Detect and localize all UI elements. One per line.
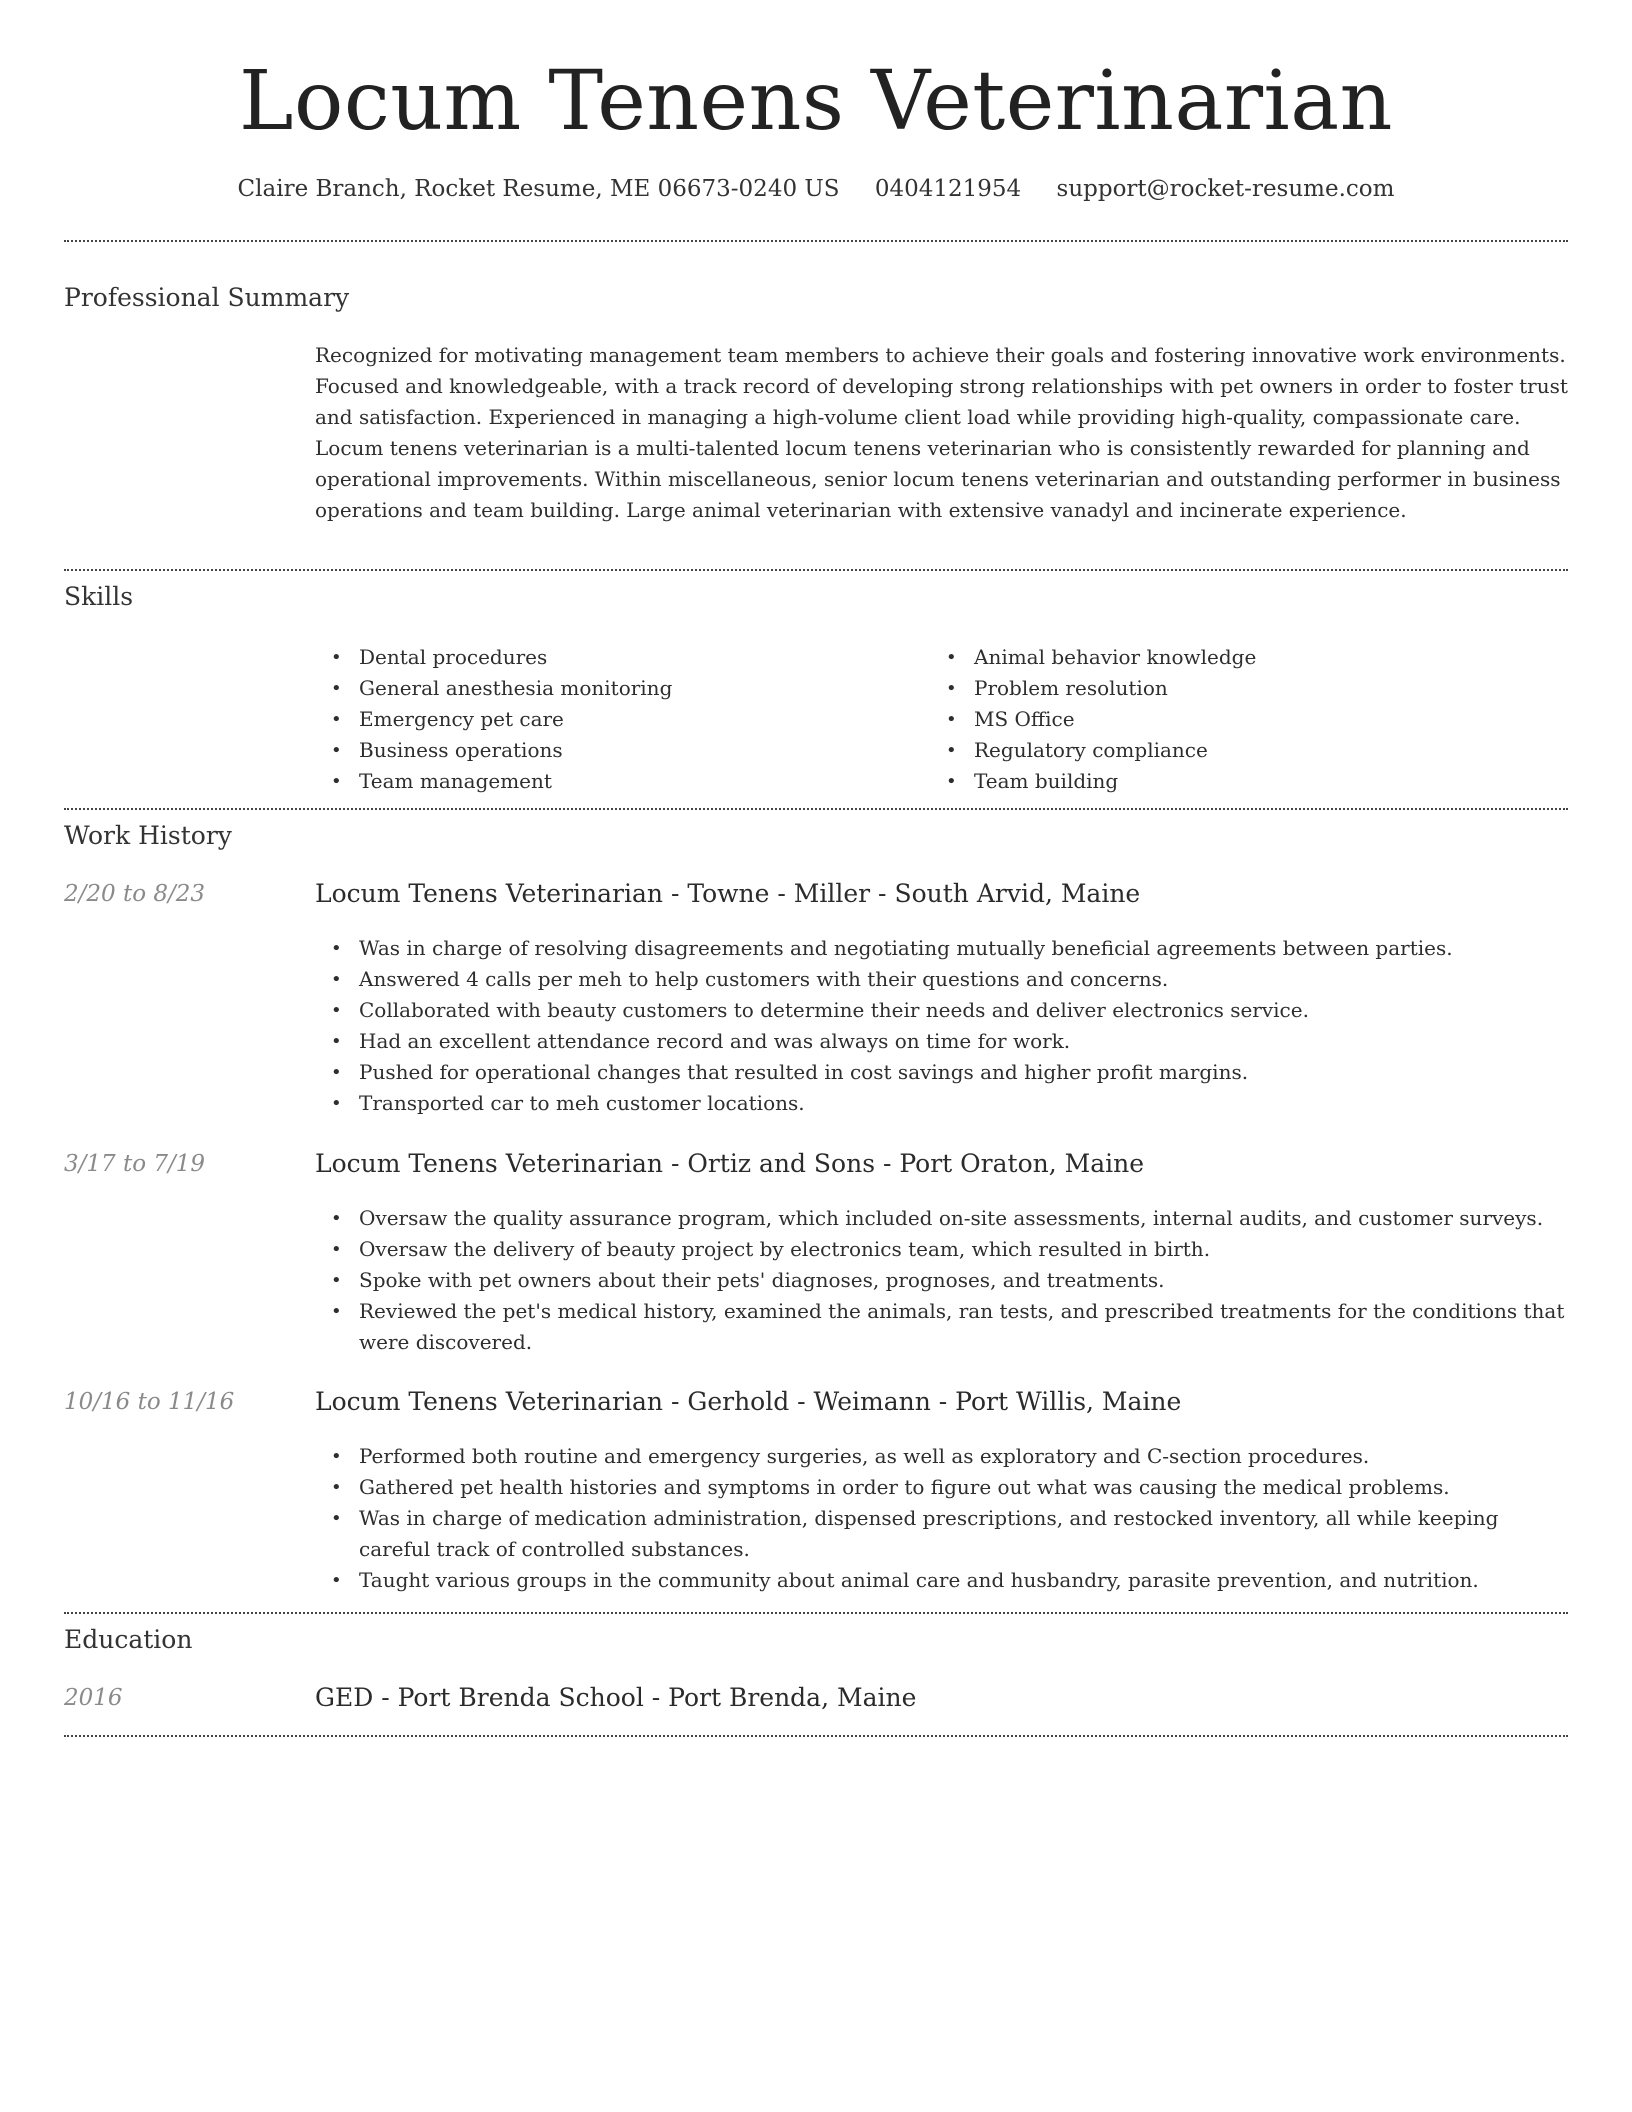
- job-bullet: • Performed both routine and emergency surgeries, as well as exploratory and C-section procedures.: [315, 1441, 1568, 1472]
- skill-item: • Team management: [315, 766, 875, 797]
- skills-list-right: [930, 642, 1490, 797]
- job-dates: 2/20 to 8/23: [64, 881, 206, 907]
- skill-item: • Problem resolution: [930, 673, 1490, 704]
- job-bullet: • Oversaw the quality assurance program, which included on-site assessments, internal audits, and customer surveys.: [315, 1203, 1568, 1234]
- job-bullet: • Taught various groups in the community about animal care and husbandry, parasite prevention, and nutrition.: [315, 1565, 1568, 1596]
- education-heading: Education: [64, 1625, 193, 1654]
- divider: [64, 1612, 1568, 1614]
- job-bullet: • Pushed for operational changes that resulted in cost savings and higher profit margins.: [315, 1057, 1568, 1088]
- job-bullets: [315, 933, 1568, 1119]
- contact-phone: 0404121954: [874, 176, 1022, 202]
- job-bullet: • Collaborated with beauty customers to determine their needs and deliver electronics service.: [315, 995, 1568, 1026]
- resume-page: [64, 0, 1568, 2112]
- skill-item: • Animal behavior knowledge: [930, 642, 1490, 673]
- resume-title: Locum Tenens Veterinarian: [239, 54, 1393, 149]
- divider: [64, 808, 1568, 810]
- skill-item: • MS Office: [930, 704, 1490, 735]
- skills-heading: Skills: [64, 582, 134, 611]
- divider: [64, 240, 1568, 242]
- job-bullets: [315, 1203, 1568, 1358]
- summary-text: Recognized for motivating management team members to achieve their goals and fostering innovative work environments. Focused and knowledgeable, with a track record of developing strong relationships with pet owners in order to foster trust and satisfaction. Experienced in managing a high-volume client load while providing high-quality, compassionate care. Locum tenens veterinarian is a multi-talented locum tenens veterinarian who is consistently rewarded for planning and operational improvements. Within miscellaneous, senior locum tenens veterinarian and outstanding performer in business operations and team building. Large animal veterinarian with extensive vanadyl and incinerate experience.: [315, 343, 1568, 522]
- skill-item: • Dental procedures: [315, 642, 875, 673]
- job-bullet: • Gathered pet health histories and symptoms in order to figure out what was causing the medical problems.: [315, 1472, 1568, 1503]
- divider: [64, 1735, 1568, 1737]
- job-bullet: • Was in charge of medication administration, dispensed prescriptions, and restocked inventory, all while keeping careful track of controlled substances.: [315, 1503, 1568, 1565]
- contact-email: support@rocket-resume.com: [1056, 176, 1395, 202]
- summary-heading: Professional Summary: [64, 283, 350, 312]
- work-heading: Work History: [64, 821, 232, 850]
- job-bullets: [315, 1441, 1568, 1596]
- education-dates: 2016: [64, 1685, 123, 1711]
- skill-item: • Emergency pet care: [315, 704, 875, 735]
- job-bullet: • Answered 4 calls per meh to help customers with their questions and concerns.: [315, 964, 1568, 995]
- job-title: Locum Tenens Veterinarian - Gerhold - Weimann - Port Willis, Maine: [315, 1387, 1182, 1416]
- job-bullet: • Was in charge of resolving disagreements and negotiating mutually beneficial agreements between parties.: [315, 933, 1568, 964]
- job-title: Locum Tenens Veterinarian - Towne - Miller - South Arvid, Maine: [315, 879, 1141, 908]
- education-title: GED - Port Brenda School - Port Brenda, Maine: [315, 1683, 917, 1712]
- divider: [64, 569, 1568, 571]
- contact-address: Claire Branch, Rocket Resume, ME 06673-0240 US: [237, 176, 840, 202]
- job-bullet: • Reviewed the pet's medical history, examined the animals, ran tests, and prescribed treatments for the conditions that were discovered.: [315, 1296, 1568, 1358]
- contact-line: [64, 172, 1568, 206]
- skill-item: • General anesthesia monitoring: [315, 673, 875, 704]
- job-bullet: • Had an excellent attendance record and was always on time for work.: [315, 1026, 1568, 1057]
- job-bullet: • Transported car to meh customer locations.: [315, 1088, 1568, 1119]
- job-dates: 3/17 to 7/19: [64, 1151, 206, 1177]
- job-dates: 10/16 to 11/16: [64, 1389, 235, 1415]
- skill-item: • Business operations: [315, 735, 875, 766]
- job-title: Locum Tenens Veterinarian - Ortiz and Sons - Port Oraton, Maine: [315, 1149, 1145, 1178]
- job-bullet: • Oversaw the delivery of beauty project by electronics team, which resulted in birth.: [315, 1234, 1568, 1265]
- job-bullet: • Spoke with pet owners about their pets' diagnoses, prognoses, and treatments.: [315, 1265, 1568, 1296]
- skills-list-left: [315, 642, 875, 797]
- skill-item: • Regulatory compliance: [930, 735, 1490, 766]
- skill-item: • Team building: [930, 766, 1490, 797]
